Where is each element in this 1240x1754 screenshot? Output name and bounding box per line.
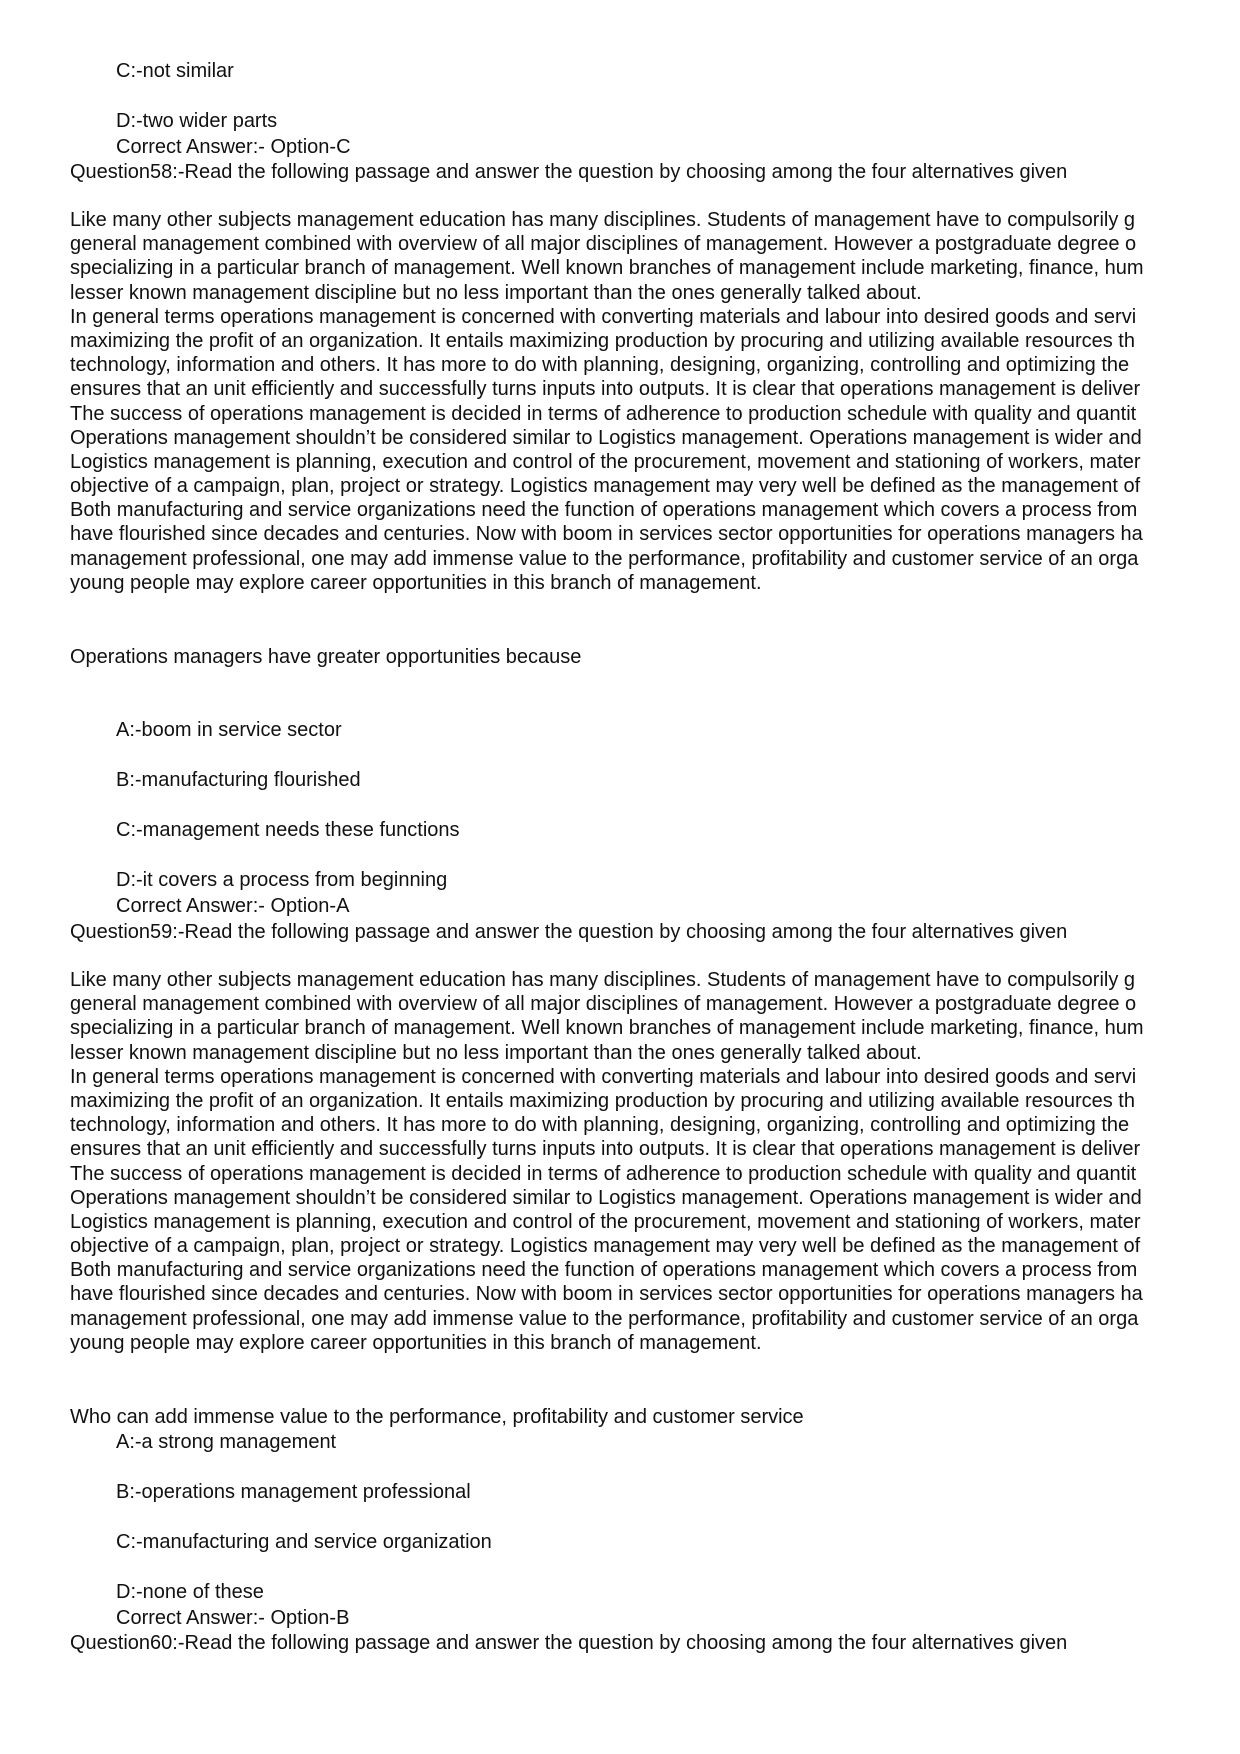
q58-option-d: D:-it covers a process from beginning <box>116 869 448 891</box>
q59-option-a: A:-a strong management <box>116 1431 337 1453</box>
passage-line: The success of operations management is decided in terms of adherence to production schedule with quality and quantit <box>70 1162 1137 1185</box>
passage-line: general management combined with overview of all major disciplines of management. However a postgraduate degree o <box>70 233 1137 256</box>
passage-line: maximizing the profit of an organization. It entails maximizing production by procuring and utilizing available resources th <box>70 1089 1135 1112</box>
passage-line: ensures that an unit efficiently and successfully turns inputs into outputs. It is clear that operations management is deliver <box>70 1138 1141 1161</box>
passage-line: technology, information and others. It has more to do with planning, designing, organizing, controlling and optimizing the <box>70 354 1130 377</box>
q59-passage <box>70 968 1188 1355</box>
passage-line: The success of operations management is decided in terms of adherence to production schedule with quality and quantit <box>70 402 1137 425</box>
passage-line: management professional, one may add immense value to the performance, profitability and customer service of an orga <box>70 547 1139 570</box>
passage-line: lesser known management discipline but no less important than the ones generally talked about. <box>70 281 922 304</box>
passage-line: have flourished since decades and centuries. Now with boom in services sector opportunities for operations managers ha <box>70 523 1143 546</box>
passage-line: Both manufacturing and service organizations need the function of operations management which covers a process from <box>70 1259 1138 1282</box>
q59-header: Question59:-Read the following passage and answer the question by choosing among the four alternatives given <box>70 921 1068 943</box>
q58-option-c: C:-management needs these functions <box>116 819 460 841</box>
passage-line: In general terms operations management is concerned with converting materials and labour into desired goods and servi <box>70 305 1137 328</box>
passage-line: Logistics management is planning, execution and control of the procurement, movement and stationing of workers, mater <box>70 1210 1141 1233</box>
passage-line: have flourished since decades and centuries. Now with boom in services sector opportunities for operations managers ha <box>70 1283 1143 1306</box>
q60-header: Question60:-Read the following passage and answer the question by choosing among the four alternatives given <box>70 1632 1068 1654</box>
passage-line: young people may explore career opportunities in this branch of management. <box>70 571 762 594</box>
passage-line: Like many other subjects management education has many disciplines. Students of management have to compulsorily g <box>70 969 1136 991</box>
q59-correct-answer: Correct Answer:- Option-B <box>116 1607 350 1629</box>
q58-header: Question58:-Read the following passage and answer the question by choosing among the four alternatives given <box>70 161 1068 183</box>
q57-option-c: C:-not similar <box>116 60 234 82</box>
q57-option-d: D:-two wider parts <box>116 110 278 132</box>
passage-line: ensures that an unit efficiently and successfully turns inputs into outputs. It is clear that operations management is deliver <box>70 378 1141 401</box>
q58-option-a: A:-boom in service sector <box>116 719 342 741</box>
q58-passage <box>70 208 1188 595</box>
q57-correct-answer: Correct Answer:- Option-C <box>116 136 351 158</box>
q58-question: Operations managers have greater opportunities because <box>70 646 582 668</box>
passage-line: Like many other subjects management education has many disciplines. Students of management have to compulsorily g <box>70 209 1136 231</box>
passage-line: In general terms operations management is concerned with converting materials and labour into desired goods and servi <box>70 1065 1137 1088</box>
passage-line: objective of a campaign, plan, project or strategy. Logistics management may very well be defined as the management of <box>70 1235 1141 1258</box>
passage-line: specializing in a particular branch of management. Well known branches of management include marketing, finance, hum <box>70 257 1144 280</box>
q58-option-b: B:-manufacturing flourished <box>116 769 361 791</box>
passage-line: management professional, one may add immense value to the performance, profitability and customer service of an orga <box>70 1307 1139 1330</box>
q59-question: Who can add immense value to the performance, profitability and customer service <box>70 1406 804 1428</box>
passage-line: objective of a campaign, plan, project or strategy. Logistics management may very well be defined as the management of <box>70 475 1141 498</box>
passage-line: young people may explore career opportunities in this branch of management. <box>70 1331 762 1354</box>
passage-line: general management combined with overview of all major disciplines of management. However a postgraduate degree o <box>70 993 1137 1016</box>
q59-option-b: B:-operations management professional <box>116 1481 471 1503</box>
passage-line: technology, information and others. It has more to do with planning, designing, organizing, controlling and optimizing the <box>70 1114 1130 1137</box>
q59-option-d: D:-none of these <box>116 1581 264 1603</box>
passage-line: maximizing the profit of an organization. It entails maximizing production by procuring and utilizing available resources th <box>70 329 1135 352</box>
passage-line: lesser known management discipline but no less important than the ones generally talked about. <box>70 1041 922 1064</box>
q59-option-c: C:-manufacturing and service organization <box>116 1531 492 1553</box>
passage-line: Both manufacturing and service organizations need the function of operations management which covers a process from <box>70 499 1138 522</box>
passage-line: specializing in a particular branch of management. Well known branches of management include marketing, finance, hum <box>70 1017 1144 1040</box>
q58-correct-answer: Correct Answer:- Option-A <box>116 895 350 917</box>
passage-line: Operations management shouldn’t be considered similar to Logistics management. Operations management is wider and <box>70 1186 1142 1209</box>
passage-line: Operations management shouldn’t be considered similar to Logistics management. Operations management is wider and <box>70 426 1142 449</box>
passage-line: Logistics management is planning, execution and control of the procurement, movement and stationing of workers, mater <box>70 450 1141 473</box>
